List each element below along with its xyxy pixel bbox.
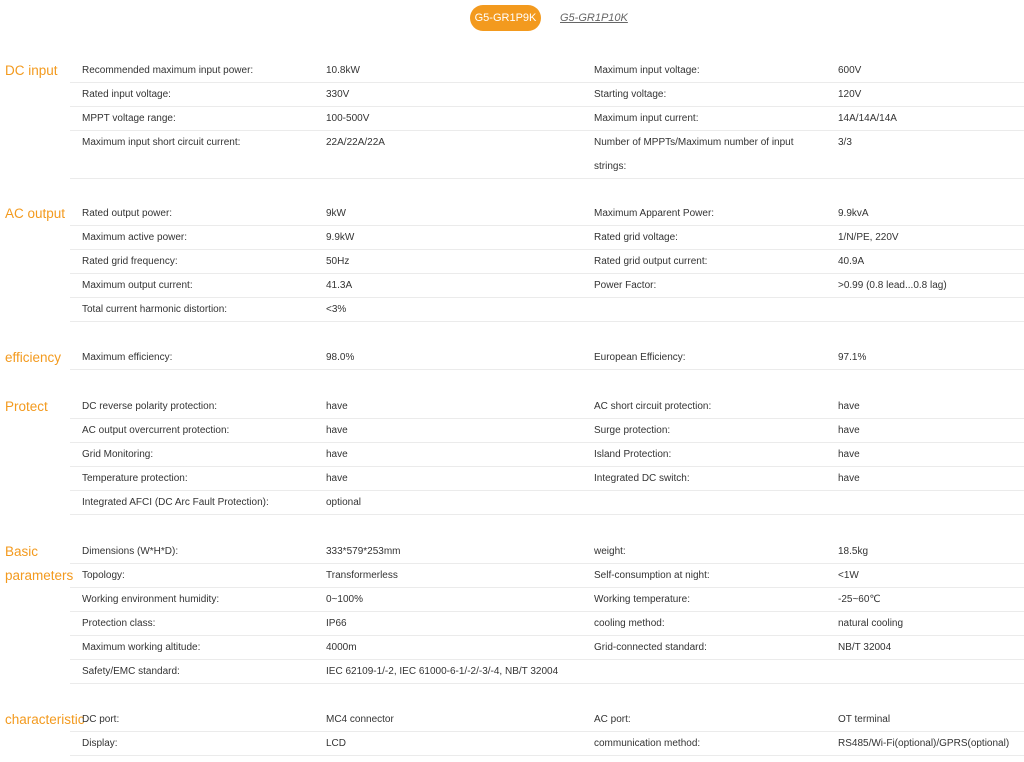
section-rows — [70, 346, 1024, 370]
spec-value: 9.9kvA — [838, 208, 869, 219]
spec-label: Grid Monitoring: — [82, 449, 154, 460]
spec-value: OT terminal — [838, 714, 891, 725]
spec-label: Dimensions (W*H*D): — [82, 546, 179, 557]
spec-value: -25~60℃ — [838, 594, 881, 605]
spec-label: Maximum input current: — [594, 113, 699, 124]
spec-value: 1/N/PE, 220V — [838, 232, 899, 243]
spec-value: have — [838, 401, 860, 412]
spec-row — [70, 636, 1024, 660]
spec-label: Maximum input short circuit current: — [82, 137, 241, 148]
spec-label: AC output overcurrent protection: — [82, 425, 230, 436]
spec-value: have — [326, 425, 348, 436]
spec-label: MPPT voltage range: — [82, 113, 176, 124]
spec-label: Working temperature: — [594, 594, 690, 605]
spec-value: 98.0% — [326, 352, 355, 363]
spec-row — [70, 708, 1024, 732]
spec-row — [70, 202, 1024, 226]
spec-label: Total current harmonic distortion: — [82, 304, 228, 315]
spec-value: 333*579*253mm — [326, 546, 401, 557]
spec-value: 41.3A — [326, 280, 353, 291]
spec-row — [70, 250, 1024, 274]
spec-label: AC port: — [594, 714, 631, 725]
spec-label: European Efficiency: — [594, 352, 686, 363]
spec-label: Maximum efficiency: — [82, 352, 173, 363]
spec-value: 22A/22A/22A — [326, 137, 385, 148]
model-tabs — [0, 5, 1024, 31]
spec-label: Recommended maximum input power: — [82, 65, 254, 76]
spec-label: Display: — [82, 738, 118, 749]
spec-value: have — [326, 449, 348, 460]
spec-value: have — [838, 449, 860, 460]
spec-row — [70, 131, 1024, 179]
spec-row — [70, 467, 1024, 491]
spec-label: Temperature protection: — [82, 473, 188, 484]
spec-row — [70, 612, 1024, 636]
tab-g5-gr1p9k[interactable]: G5-GR1P9K — [470, 5, 541, 31]
spec-label: Protection class: — [82, 618, 156, 629]
spec-label: Number of MPPTs/Maximum number of input strings: — [594, 137, 794, 172]
spec-row — [70, 564, 1024, 588]
spec-row — [70, 298, 1024, 322]
spec-label: Rated input voltage: — [82, 89, 171, 100]
spec-row — [70, 732, 1024, 756]
spec-value: 18.5kg — [838, 546, 869, 557]
section-title: DC input — [5, 63, 58, 78]
spec-value: LCD — [326, 738, 347, 749]
spec-label: Self-consumption at night: — [594, 570, 710, 581]
spec-row — [70, 107, 1024, 131]
spec-label: Maximum working altitude: — [82, 642, 201, 653]
spec-row — [70, 59, 1024, 83]
spec-value: 120V — [838, 89, 862, 100]
spec-row — [70, 83, 1024, 107]
spec-value: IEC 62109-1/-2, IEC 61000-6-1/-2/-3/-4, NB/T 32004 — [326, 666, 559, 677]
section-rows — [70, 395, 1024, 515]
spec-value: 9kW — [326, 208, 346, 219]
spec-value: 100-500V — [326, 113, 370, 124]
spec-row — [70, 588, 1024, 612]
spec-value: 40.9A — [838, 256, 865, 267]
spec-row — [70, 491, 1024, 515]
spec-value: <1W — [838, 570, 859, 581]
spec-label: weight: — [594, 546, 626, 557]
spec-label: Maximum Apparent Power: — [594, 208, 715, 219]
spec-label: Starting voltage: — [594, 89, 667, 100]
spec-value: IP66 — [326, 618, 347, 629]
section-title: efficiency — [5, 350, 62, 365]
spec-value: 600V — [838, 65, 862, 76]
spec-value: natural cooling — [838, 618, 904, 629]
spec-label: Surge protection: — [594, 425, 671, 436]
spec-label: Safety/EMC standard: — [82, 666, 180, 677]
spec-label: Rated grid voltage: — [594, 232, 678, 243]
section-title: Protect — [5, 399, 48, 414]
spec-label: Topology: — [82, 570, 125, 581]
spec-value: have — [838, 425, 860, 436]
spec-row — [70, 443, 1024, 467]
spec-row — [70, 274, 1024, 298]
spec-value: MC4 connector — [326, 714, 394, 725]
section-title: AC output — [5, 206, 66, 221]
spec-label: AC short circuit protection: — [594, 401, 712, 412]
spec-value: <3% — [326, 304, 347, 315]
section-rows — [70, 708, 1024, 756]
spec-value: have — [326, 473, 348, 484]
spec-label: DC port: — [82, 714, 120, 725]
spec-value: 330V — [326, 89, 350, 100]
spec-label: DC reverse polarity protection: — [82, 401, 218, 412]
spec-label: Rated output power: — [82, 208, 173, 219]
spec-label: cooling method: — [594, 618, 665, 629]
spec-value: Transformerless — [326, 570, 398, 581]
spec-label: Maximum input voltage: — [594, 65, 700, 76]
spec-row — [70, 226, 1024, 250]
spec-label: Power Factor: — [594, 280, 657, 291]
spec-value: >0.99 (0.8 lead...0.8 lag) — [838, 280, 947, 291]
spec-label: Rated grid frequency: — [82, 256, 178, 267]
spec-value: 0~100% — [326, 594, 363, 605]
spec-value: optional — [326, 497, 362, 508]
section-title: characteristic — [5, 712, 85, 727]
spec-row — [70, 346, 1024, 370]
section-title: Basic parameters — [5, 544, 74, 583]
spec-label: Integrated AFCI (DC Arc Fault Protection): — [82, 497, 269, 508]
spec-row — [70, 540, 1024, 564]
spec-label: Maximum active power: — [82, 232, 188, 243]
spec-label: Grid-connected standard: — [594, 642, 707, 653]
section-rows — [70, 202, 1024, 322]
spec-value: have — [326, 401, 348, 412]
spec-label: Working environment humidity: — [82, 594, 220, 605]
spec-value: 50Hz — [326, 256, 350, 267]
spec-value: 3/3 — [838, 137, 852, 148]
spec-row — [70, 395, 1024, 419]
spec-label: Rated grid output current: — [594, 256, 708, 267]
spec-row — [70, 419, 1024, 443]
spec-row — [70, 660, 1024, 684]
spec-label: communication method: — [594, 738, 701, 749]
spec-value: 97.1% — [838, 352, 867, 363]
spec-value: 14A/14A/14A — [838, 113, 897, 124]
spec-value: RS485/Wi-Fi(optional)/GPRS(optional) — [838, 738, 1010, 749]
spec-label: Integrated DC switch: — [594, 473, 690, 484]
tab-g5-gr1p10k[interactable]: G5-GR1P10K — [560, 12, 628, 24]
spec-value: NB/T 32004 — [838, 642, 892, 653]
spec-value: 4000m — [326, 642, 357, 653]
section-rows — [70, 540, 1024, 684]
spec-value: have — [838, 473, 860, 484]
spec-value: 9.9kW — [326, 232, 355, 243]
spec-label: Maximum output current: — [82, 280, 193, 291]
spec-label: Island Protection: — [594, 449, 672, 460]
spec-value: 10.8kW — [326, 65, 360, 76]
section-rows — [70, 59, 1024, 179]
